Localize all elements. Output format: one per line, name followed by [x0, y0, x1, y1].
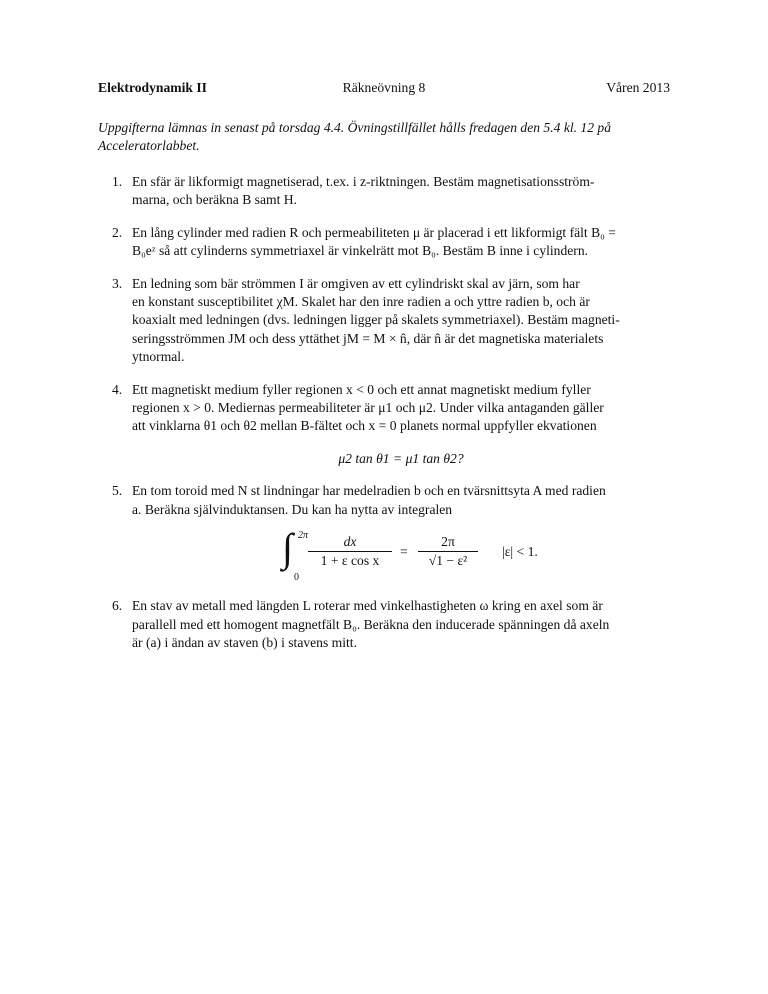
problem-line: koaxialt med ledningen (dvs. ledningen ligger på skalets symmetriaxel). Bestäm magneti-	[132, 312, 620, 328]
problem-6	[98, 597, 670, 652]
problem-line: En sfär är likformigt magnetiserad, t.ex. i z-riktningen. Bestäm magnetisationsström-	[132, 174, 595, 189]
problem-2	[98, 224, 670, 261]
problem-line: En stav av metall med längden L roterar med vinkelhastigheten ω kring en axel som är	[132, 598, 603, 614]
result-denominator: √1 − ε²	[428, 553, 468, 569]
problem-number: 1.	[112, 174, 123, 189]
problem-line: En lång cylinder med radien R och permeabiliteten μ är placerad i ett likformigt fält B₀ =	[132, 224, 616, 240]
problem-line: Ett magnetiskt medium fyller regionen x < 0 och ett annat magnetiskt medium fyller	[132, 381, 591, 397]
problem-1	[98, 173, 670, 210]
display-equation: μ2 tan θ1 = μ1 tan θ2?	[338, 450, 464, 466]
problem-number: 5.	[112, 483, 123, 499]
problem-number: 6.	[112, 598, 123, 614]
problem-5	[98, 482, 670, 587]
integral-condition: |ε| < 1.	[502, 544, 538, 560]
result-numerator: 2π	[418, 533, 478, 552]
problem-line: a. Beräkna självinduktansen. Du kan ha nytta av integralen	[132, 501, 453, 517]
intro-line: Acceleratorlabbet.	[98, 138, 200, 154]
integral-formula	[132, 527, 670, 587]
integrand-denominator: 1 + ε cos x	[320, 553, 380, 569]
problem-line: regionen x > 0. Mediernas permeabiliteter är μ1 och μ2. Under vilka antaganden gäller	[132, 400, 604, 416]
problem-list	[98, 173, 670, 652]
problem-line: att vinklarna θ1 och θ2 mellan B-fältet och x = 0 planets normal uppfyller ekvationen	[132, 418, 597, 434]
problem-line: marna, och beräkna B samt H.	[132, 192, 297, 208]
problem-number: 3.	[112, 275, 123, 291]
intro-paragraph	[98, 119, 670, 156]
exercise-title: Räkneövning 8	[342, 80, 426, 95]
problem-line: En ledning som bär strömmen I är omgiven av ett cylindriskt skal av järn, som har	[132, 275, 580, 291]
equals-sign: =	[400, 544, 408, 560]
problem-line: seringsströmmen JM och dess yttäthet jM = M × n̂, där n̂ är det magnetiska materialets	[132, 330, 604, 346]
integral-expression	[282, 527, 642, 587]
result-fraction	[418, 533, 478, 570]
course-title: Elektrodynamik II	[98, 80, 207, 95]
integral-lower-limit: 0	[294, 572, 299, 584]
problem-number: 4.	[112, 381, 123, 397]
problem-number: 2.	[112, 224, 123, 240]
intro-line: Uppgifterna lämnas in senast på torsdag 4.4. Övningstillfället hålls fredagen den 5.4 kl. 12 på	[98, 120, 612, 135]
problem-4	[98, 381, 670, 469]
problem-line: ytnormal.	[132, 349, 185, 365]
integrand-numerator: dx	[308, 533, 392, 552]
problem-line: B₀eᶻ så att cylinderns symmetriaxel är vinkelrätt mot B₀. Bestäm B inne i cylindern.	[132, 243, 589, 259]
problem-line: en konstant susceptibilitet χM. Skalet har den inre radien a och yttre radien b, och är	[132, 294, 590, 310]
integrand-fraction	[308, 533, 392, 570]
problem-3	[98, 275, 670, 367]
integral-sign: ∫	[282, 525, 293, 571]
integral-upper-limit: 2π	[298, 530, 309, 542]
problem-line: är (a) i ändan av staven (b) i stavens mitt.	[132, 634, 357, 650]
page-header	[98, 79, 670, 99]
problem-line: En tom toroid med N st lindningar har medelradien b och en tvärsnittsyta A med radien	[132, 483, 606, 499]
problem-line: parallell med ett homogent magnetfält B₀. Beräkna den inducerade spänningen då axeln	[132, 616, 610, 632]
term-label: Våren 2013	[606, 80, 670, 95]
